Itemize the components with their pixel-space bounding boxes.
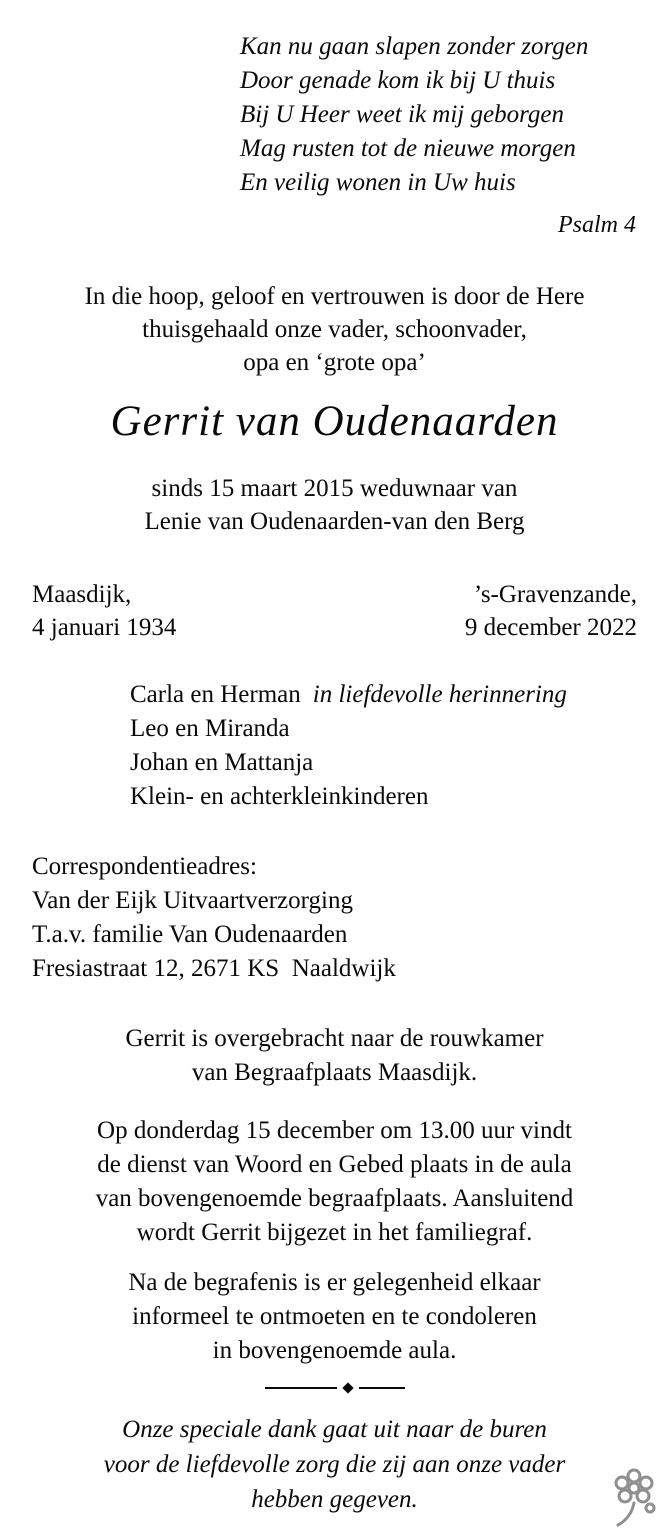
- thanks-text: [0, 1412, 669, 1517]
- widower-line: Lenie van Oudenaarden-van den Berg: [144, 508, 525, 535]
- death-info: [465, 578, 637, 644]
- condoleance-line: informeel te ontmoeten en te condoleren: [132, 1303, 537, 1330]
- announcement-line: thuisgehaald onze vader, schoonvader,: [142, 316, 527, 343]
- widower-line: sinds 15 maart 2015 weduwnaar van: [151, 475, 518, 502]
- condoleance-text: [0, 1266, 669, 1368]
- service-line: de dienst van Woord en Gebed plaats in de aula: [97, 1151, 572, 1178]
- family-member: Klein- en achterkleinkinderen: [130, 783, 429, 810]
- announcement-line: In die hoop, geloof en vertrouwen is door de Here: [84, 283, 585, 310]
- poem-line: En veilig wonen in Uw huis: [240, 169, 516, 196]
- birth-death-row: [32, 578, 637, 644]
- flower-watermark-icon: [607, 1463, 661, 1527]
- family-note: in liefdevolle herinnering: [312, 681, 567, 708]
- poem-line: Kan nu gaan slapen zonder zorgen: [240, 33, 589, 60]
- correspondence-line: Fresiastraat 12, 2671 KS Naaldwijk: [32, 955, 396, 982]
- thanks-line: Onze speciale dank gaat uit naar de buren: [122, 1416, 547, 1443]
- death-place: ’s-Gravenzande,: [473, 581, 637, 608]
- birth-info: [32, 578, 176, 644]
- birth-place: Maasdijk,: [32, 581, 132, 608]
- condoleance-line: in bovengenoemde aula.: [212, 1337, 457, 1364]
- service-line: wordt Gerrit bijgezet in het familiegraf.: [136, 1219, 533, 1246]
- divider-line: [359, 1387, 405, 1389]
- deceased-name: Gerrit van Oudenaarden: [110, 398, 559, 445]
- family-line: [130, 678, 636, 712]
- correspondence-address: [32, 850, 636, 986]
- widower-text: [0, 472, 669, 538]
- announcement-line: opa en ‘grote opa’: [243, 349, 426, 376]
- rouwkamer-text: [0, 1022, 669, 1090]
- divider-line: [265, 1387, 337, 1389]
- service-text: [0, 1114, 669, 1250]
- announcement-text: [0, 280, 669, 379]
- family-member: Carla en Herman: [130, 681, 301, 708]
- family-member: Johan en Mattanja: [130, 749, 314, 776]
- poem-line: Bij U Heer weet ik mij geborgen: [240, 101, 564, 128]
- family-list: [130, 678, 636, 814]
- thanks-line: hebben gegeven.: [251, 1486, 418, 1513]
- death-date: 9 december 2022: [464, 614, 637, 641]
- thanks-line: voor de liefdevolle zorg die zij aan onze vader: [103, 1451, 566, 1478]
- correspondence-line: T.a.v. familie Van Oudenaarden: [32, 921, 348, 948]
- ornamental-divider: [0, 1384, 669, 1392]
- family-member: Leo en Miranda: [130, 715, 290, 742]
- rouwkamer-line: Gerrit is overgebracht naar de rouwkamer: [125, 1025, 544, 1052]
- poem-attribution: Psalm 4: [558, 212, 636, 238]
- service-line: van bovengenoemde begraafplaats. Aansluitend: [95, 1185, 574, 1212]
- correspondence-heading: Correspondentieadres:: [32, 853, 257, 880]
- birth-date: 4 januari 1934: [32, 614, 177, 641]
- rouwkamer-line: van Begraafplaats Maasdijk.: [191, 1059, 478, 1086]
- poem-line: Door genade kom ik bij U thuis: [240, 67, 556, 94]
- diamond-icon: [342, 1382, 353, 1393]
- service-line: Op donderdag 15 december om 13.00 uur vindt: [97, 1117, 572, 1144]
- correspondence-line: Van der Eijk Uitvaartverzorging: [32, 887, 353, 914]
- condoleance-line: Na de begrafenis is er gelegenheid elkaar: [128, 1269, 541, 1296]
- poem: [240, 30, 636, 242]
- poem-line: Mag rusten tot de nieuwe morgen: [240, 135, 576, 162]
